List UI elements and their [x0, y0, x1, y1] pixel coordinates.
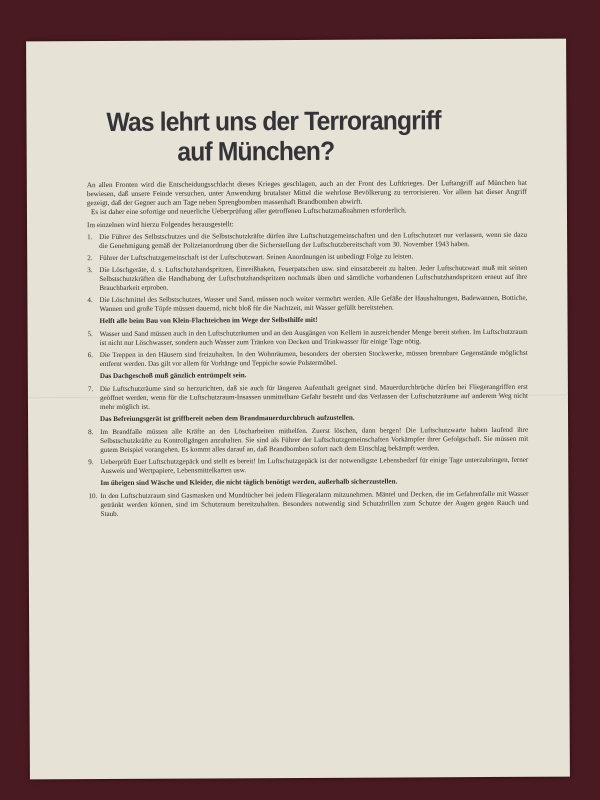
list-item [88, 383, 528, 412]
list-item [88, 328, 528, 348]
list-item [87, 252, 527, 263]
bold-callout: Helft alle beim Bau von Klein-Flachteichen im Wege der Selbsthilfe mit! [99, 316, 318, 326]
page-title [106, 105, 497, 167]
title-line-1: Was lehrt uns der Terrorangriff [106, 105, 441, 137]
leaflet-paper [26, 39, 570, 780]
item-text: Die Löschmittel des Selbstschutzes, Wasser und Sand, müssen noch weiter vermehrt werden. Alle Gefäße der Haushaltungen, Badewannen, Bottiche, Wannen und große Töpfe müssen dauernd, nicht bloß für die Nachtzeit, mit Wasser gefüllt bereitstehen. [99, 294, 528, 314]
bold-callout: Das Dachgeschoß muß gänzlich entrümpelt sein. [99, 371, 247, 381]
list-item [87, 231, 527, 251]
title-line-2: auf München? [177, 135, 335, 167]
item-text: Ueberprüft Euer Luftschutzgepäck und stellt es bereit! Im Luftschutzgepäck ist der notwendigste Lebensbedarf für einige Tage unterzubringen, ferner Ausweis und Wertpapiere, Lebensmittelkarten usw. [100, 456, 529, 476]
intro-block [87, 179, 527, 218]
item-number: 7. [87, 385, 94, 394]
item-text: Wasser und Sand müssen auch in den Luftschutzräumen und an den Ausgängen von Kellern in ausreichender Menge bereit stehen. Im Luftschutzraum ist nicht nur Löschwasser, sondern auch Wasser zum Tränken von Decken und Trinkwasser für einige Tage nötig. [99, 328, 528, 348]
item-number: 4. [87, 296, 93, 305]
list-heading: Im einzelnen wird hierzu Folgendes herausgestellt: [87, 220, 234, 230]
item-text: In den Luftschutzraum sind Gasmasken und Mundtücher bei jedem Fliegeralarm mitzunehmen. Mäntel und Decken, die im Gefahrenfalle mit Wasser getränkt werden können, sind im Schutzraum bereitzuhalten. Besonders notwendig sind Schutzbrillen zum Schutze der Augen gegen Rauch und Staub. [100, 490, 529, 519]
item-text: Die Luftschutzräume sind so herzurichten, daß sie auch für längeren Aufenthalt geeignet sind. Mauerdurchbrüche dürfen bei Fliegerangriffen erst geöffnet werden, wenn für die Luftschutzraum-Insassen unmittelbare Gefahr besteht und das Verlassen der Luftschutzräume auf anderem Weg nicht mehr möglich ist. [99, 383, 528, 412]
bold-callout: Im übrigen sind Wäsche und Kleider, die nicht täglich benötigt werden, außerhalb sicherzustellen. [100, 477, 398, 488]
item-text: Die Führer des Selbstschutzes und die Selbstschutzkräfte dürfen ihre Luftschutzgemeinschaften und den Luftschutzort nur verlassen, wenn sie dazu die Genehmigung gemäß der Polizeianordnung über die Sicherstellung der Luftschutzbereitschaft vom 30. November 1943 haben. [99, 231, 528, 251]
item-number: 6. [87, 351, 94, 360]
list-item [88, 349, 528, 369]
item-number: 9. [88, 458, 94, 467]
list-item [88, 456, 528, 476]
item-number: 8. [88, 428, 94, 437]
item-text: Die Treppen in den Häusern sind freizuhalten. In den Wohnräumen, besonders der obersten Stockwerke, müssen brennbare Gegenstände möglichst entfernt werden. Das gilt vor allem für Vorhänge und Teppiche sowie Polstermöbel. [99, 349, 528, 369]
item-number: 3. [87, 266, 93, 275]
list-item [88, 426, 528, 455]
item-text: Führer der Luftschutzgemeinschaft ist der Luftschutzwart. Seinen Anordnungen ist unbedingt Folge zu leisten. [99, 252, 414, 263]
instruction-list [87, 231, 528, 519]
item-text: Die Löschgeräte, d. s. Luftschutzhandspritzen, Einreißhaken, Feuerpatschen usw. sind einsatzbereit zu halten. Jeder Luftschutzwart muß mit seinen Selbstschutzkräften die Handhabung der Luftschutzhandspritzen nochmals üben und sämtliche vorhandenen Luftschutzhandspritzen erneut auf ihre Brauchbarkeit erproben. [99, 264, 528, 293]
list-item [87, 264, 527, 293]
item-number: 1. [87, 233, 93, 242]
item-text: Im Brandfalle müssen alle Kräfte an den Löscharbeiten mithelfen. Zuerst löschen, dann bergen! Die Luftschutzwarte haben laufend ihre Selbstschutzkräfte zu Kontrollgängen anzuhalten. Sie sind als Führer der Luftschutzgemeinschaften Vorkämpfer ihrer Gefolgschaft. Sie müssen mit gutem Beispiel vorangehen. Es kommt alles darauf an, daß Brandbomben sofort nach dem Einschlag bekämpft werden. [100, 426, 529, 455]
intro-paragraph: An allen Fronten wird die Entscheidungsschlacht dieses Krieges geschlagen, auch an der Front des Luftkrieges. Der Luftangriff auf München hat bewiesen, daß unsere Feinde versuchen, unter Anwendung brutalster Mittel die wehrlose Bevölkerung zu terrorisieren. Vor allem hat dieser Angriff gezeigt, daß der Gegner auch am Tage neben Sprengbomben massenhaft Brandbomben abwirft. [86, 178, 527, 208]
intro-paragraph: Es ist daher eine sofortige und neuerliche Ueberprüfung aller getroffenen Luftschutzmaßnahmen erforderlich. [90, 206, 407, 217]
item-number: 2. [87, 254, 93, 263]
list-item [88, 490, 528, 519]
item-number: 5. [87, 330, 93, 339]
list-item [87, 294, 527, 314]
bold-callout: Das Befreiungsgerät ist griffbereit neben dem Brandmauerdurchbruch aufzustellen. [100, 414, 355, 424]
item-number: 10. [88, 492, 98, 501]
